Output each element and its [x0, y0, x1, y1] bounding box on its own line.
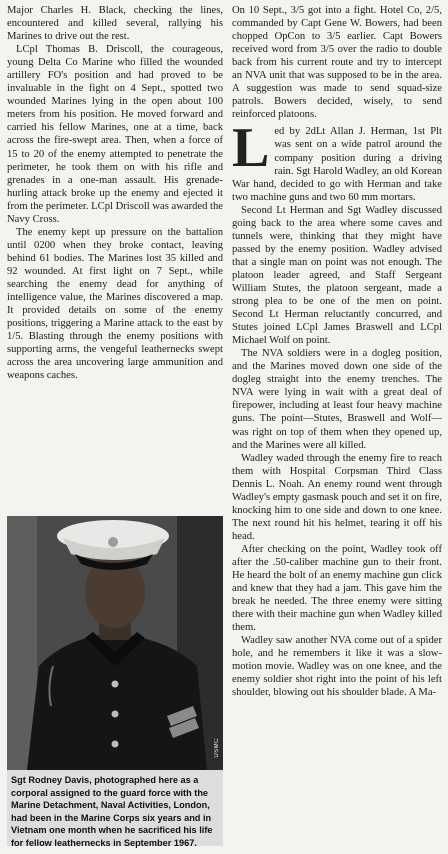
photo-caption: Sgt Rodney Davis, photographed here as a corporal assigned to the guard force with the Marine Detachment, Naval Activities, London, had been in the Marine Corps six years and in Vietnam one month when he sacrificed his life for fellow leathernecks in September 1967. [11, 775, 213, 848]
left-column [7, 4, 223, 382]
paragraph: On 10 Sept., 3/5 got into a fight. Hotel Co, 2/5, commanded by Capt Gene W. Bowers, had been chopped OpCon to 3/5 earlier. Capt Bowers received word from 3/5 over the radio to double back from his current route and try to intercept an NVA unit that was supposed to be in the area. A suggestion was made to send squad-size patrols. Bowers decided, wisely, to send reinforced platoons. [232, 5, 442, 121]
drop-cap: L [232, 117, 270, 180]
paragraph: Second Lt Herman and Sgt Wadley discussed going back to the area where some caves and tunnels were, thinking that they might have passed by the enemy position. Wadley advised that a single man on point was not enough. The platoon leader agreed, and Staff Sergeant William Stutes, the platoon sergeant, made a strong plea to be one of the men on point. Second Lt Herman reluctantly concurred, and Stutes joined LCpl James Braswell and LCpl Michael Wolf on point. [232, 204, 442, 347]
paragraph: LCpl Thomas B. Driscoll, the courageous, young Delta Co Marine who filled the wounded artillery FO's position and had proved to be invaluable in the fight on 4 Sept., spotted two wounded Marines lying in the open about 100 meters from his position. He moved forward and carried his fellow Marines, one at a time, back across the fire-swept area. Then, when a force of 15 to 20 of the enemy attempted to penetrate the perimeter, he took them on with his rifle and grenades in a one-man assault. His grenade-hurling attack broke up the enemy and ejected it from the perimeter. LCpl Driscoll was awarded the Navy Cross. [7, 44, 223, 225]
portrait-photo-block [7, 516, 223, 846]
paragraph: Major Charles H. Black, checking the lines, encountered and killed several, rallying his Marines to drive out the rest. [7, 5, 223, 43]
paragraph: The enemy kept up pressure on the battalion until 0200 when they broke contact, leaving behind 61 bodies. The Marines lost 35 killed and 92 wounded. At first light on 7 Sept., while searching the enemy dead for anything of intelligence value, the Marines discovered a map. It provided details on some of the enemy positions, triggering a Marine attack to the east by 1/5. Blasting through the enemy positions with supporting arms, the vengeful leathernecks swept across the area uncovering large ammunition and weapons caches. [7, 226, 223, 382]
dropcap-paragraph-text: ed by 2dLt Allan J. Herman, 1st Plt was sent on a wide patrol around the company position during a driving rain. Sgt Harold Wadley, an old Korean War hand, decided to go with Herman and take two machine guns and two 60 mm mortars. [232, 126, 442, 203]
portrait-photo [7, 516, 223, 770]
paragraph: After checking on the point, Wadley took off after the .50-caliber machine gun to their front. He heard the bolt of an enemy machine gun click and knew that they had a jam. This gave him the break he needed. The three enemy were sitting there with their machine gun when Wadley killed them. [232, 543, 442, 634]
right-column [232, 4, 442, 699]
paragraph: Wadley waded through the enemy fire to reach them with Hospital Corpsman Third Class Dennis L. Noah. An enemy round went through Wadley's empty gasmask pouch and set it on fire, knocking him to one side and down to one knee. The next round hit his helmet, tearing it off his head. [232, 452, 442, 542]
marine-portrait-image [7, 516, 223, 770]
paragraph: The NVA soldiers were in a dogleg position, and the Marines moved down one side of the dogleg straight into the enemy trenches. The NVA were lying in wait with a great deal of firepower, including at least four heavy machine guns. The point—Stutes, Braswell and Wolf—was right on top of them when they opened up, and the Marines were all killed. [232, 348, 442, 451]
dropcap-paragraph [232, 117, 442, 203]
photo-credit: USMC [214, 738, 220, 758]
paragraph: Wadley saw another NVA come out of a spider hole, and he remembers it like it was a slow-motion movie. Wadley was on one knee, and the enemy soldier shot right into the point of his left shoulder, blowing out his shoulder blade. A Ma- [232, 635, 442, 699]
